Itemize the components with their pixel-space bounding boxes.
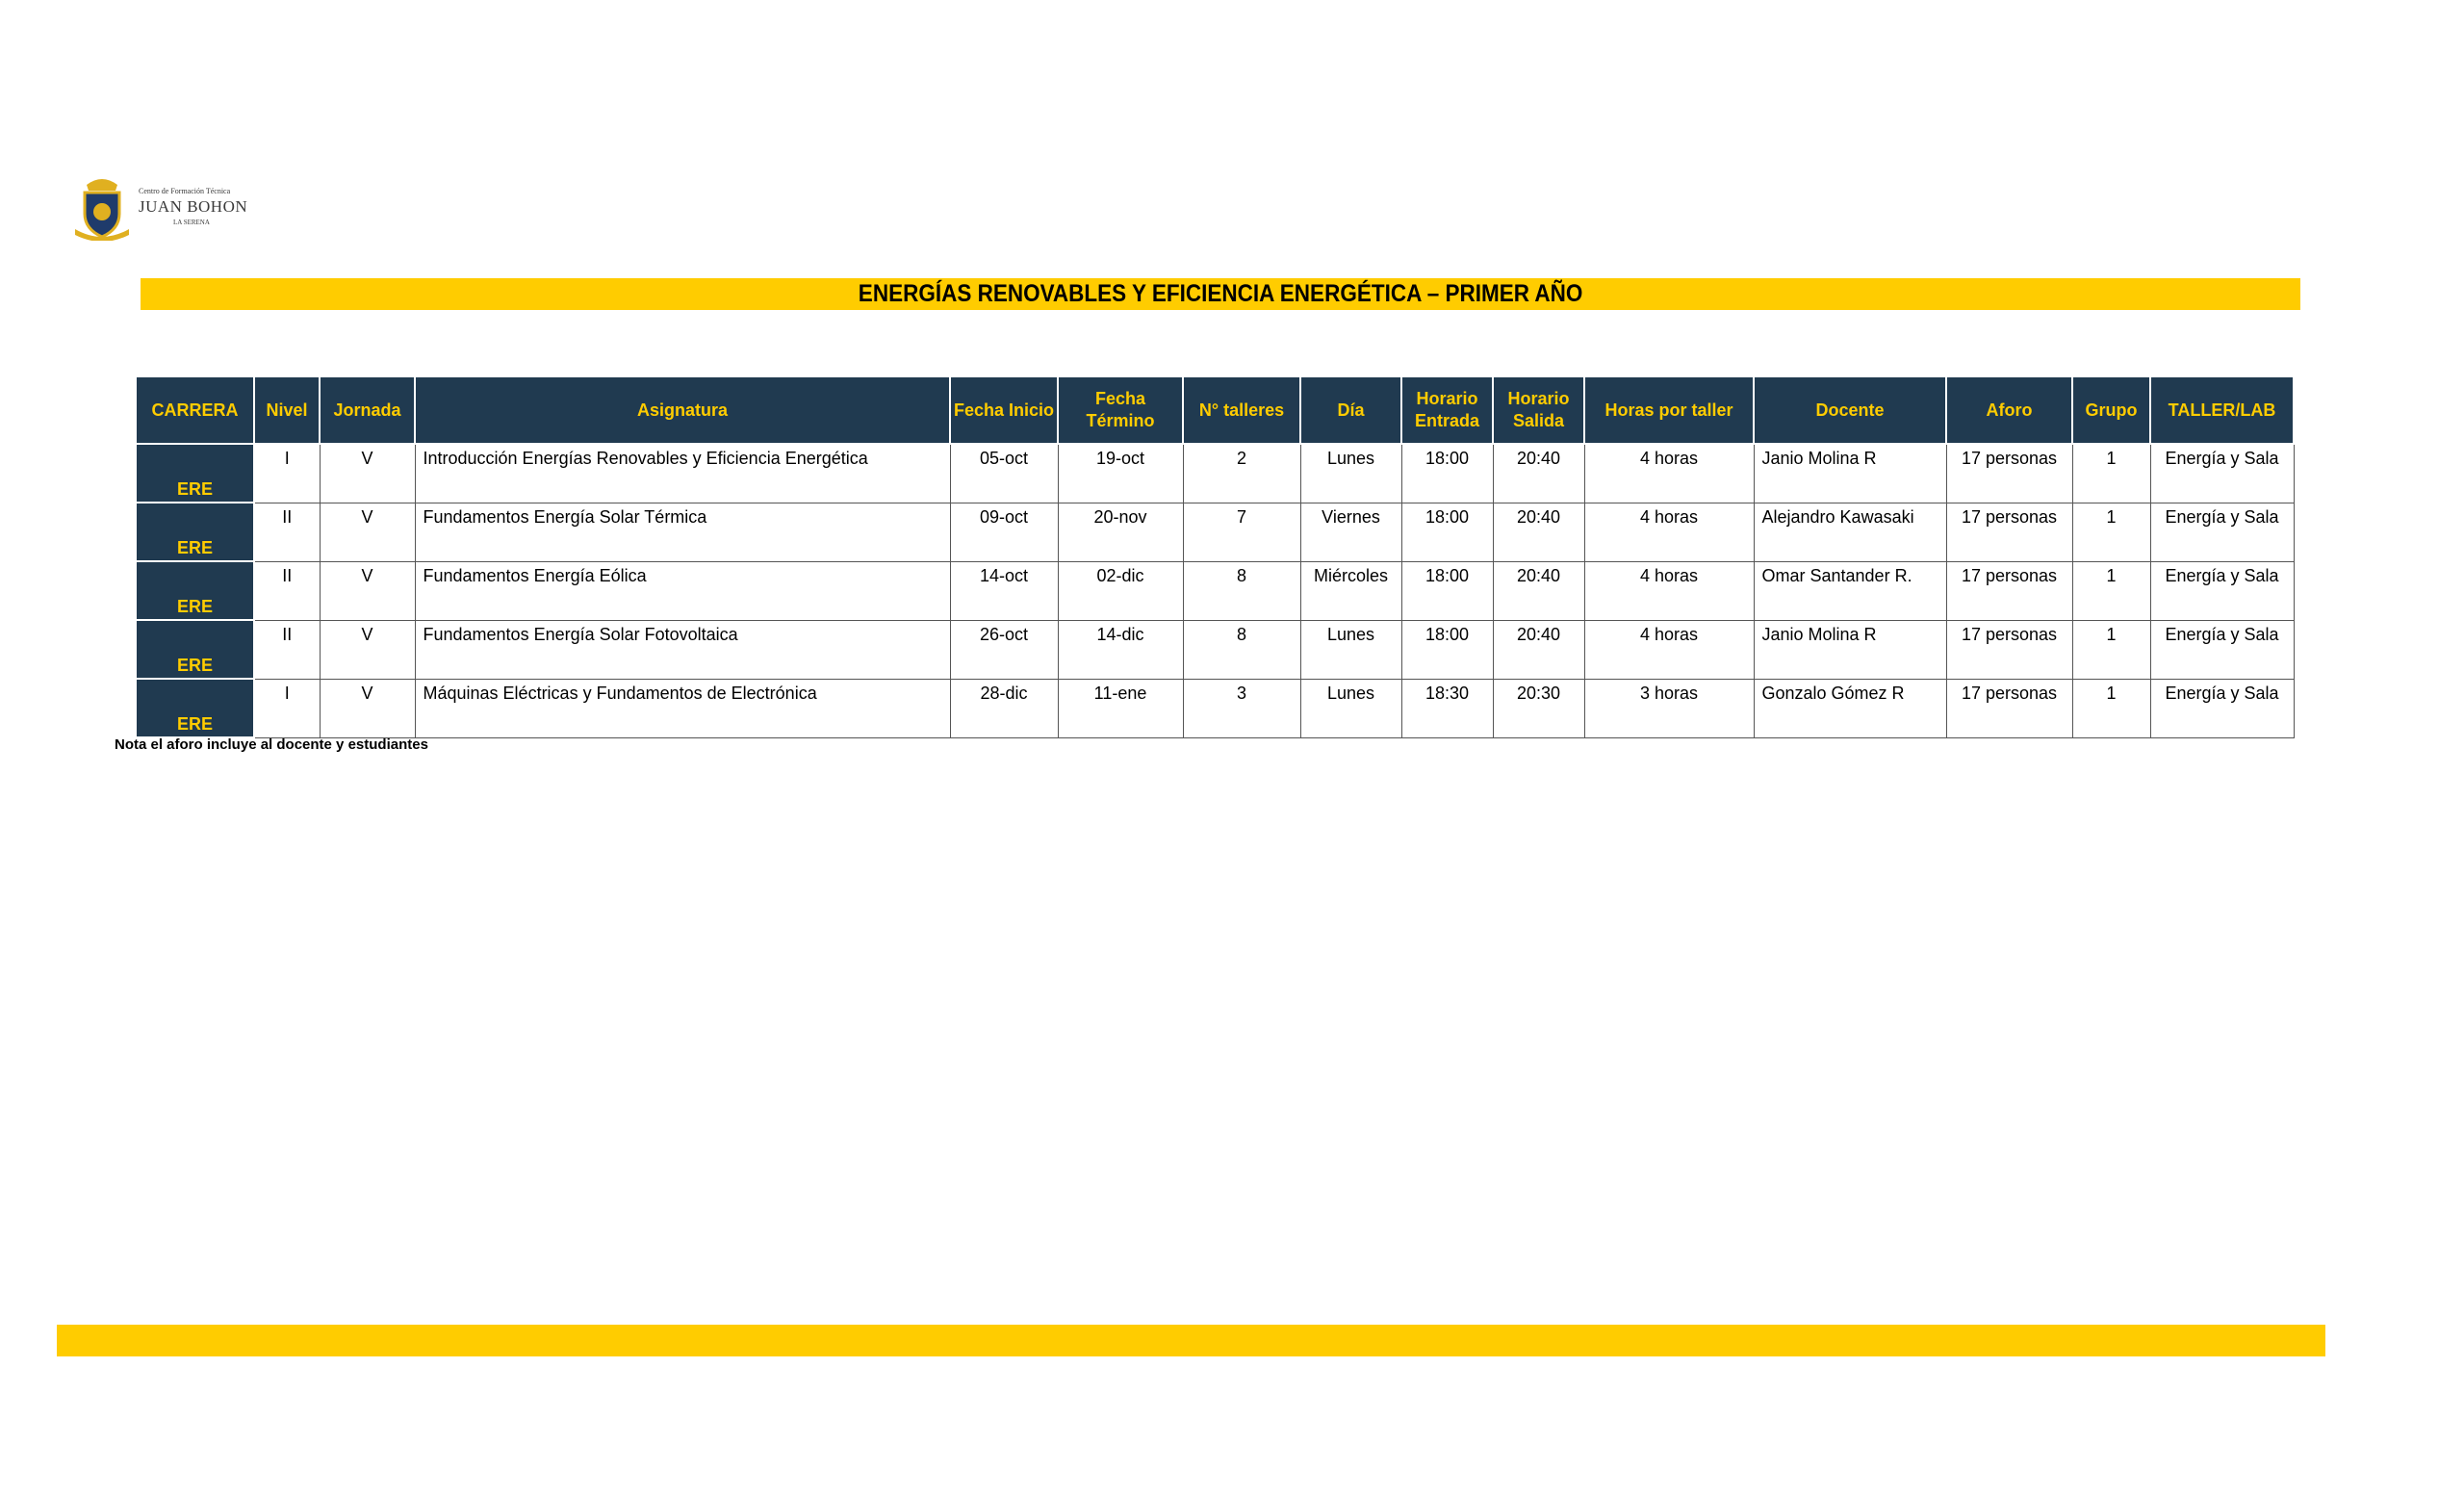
cell-talleres: 3 <box>1183 679 1300 737</box>
cell-carrera: ERE <box>136 503 254 561</box>
cell-asignatura: Fundamentos Energía Eólica <box>415 561 950 620</box>
cell-salida: 20:40 <box>1493 503 1584 561</box>
cell-dia: Lunes <box>1300 620 1401 679</box>
cell-docente: Gonzalo Gómez R <box>1754 679 1946 737</box>
header-fecha-inicio: Fecha Inicio <box>950 376 1058 444</box>
cell-nivel: II <box>254 561 320 620</box>
cell-aforo: 17 personas <box>1946 444 2072 503</box>
cell-taller: Energía y Sala <box>2150 679 2294 737</box>
cell-entrada: 18:30 <box>1401 679 1493 737</box>
cell-aforo: 17 personas <box>1946 561 2072 620</box>
cell-docente: Janio Molina R <box>1754 620 1946 679</box>
cell-termino: 11-ene <box>1058 679 1183 737</box>
cell-asignatura: Máquinas Eléctricas y Fundamentos de Electrónica <box>415 679 950 737</box>
cell-horas: 4 horas <box>1584 503 1754 561</box>
cell-carrera: ERE <box>136 444 254 503</box>
cell-taller: Energía y Sala <box>2150 620 2294 679</box>
cell-grupo: 1 <box>2072 620 2150 679</box>
header-horario-salida: Horario Salida <box>1493 376 1584 444</box>
cell-inicio: 05-oct <box>950 444 1058 503</box>
cell-salida: 20:40 <box>1493 620 1584 679</box>
cell-aforo: 17 personas <box>1946 620 2072 679</box>
cell-inicio: 09-oct <box>950 503 1058 561</box>
cell-nivel: I <box>254 679 320 737</box>
cell-entrada: 18:00 <box>1401 620 1493 679</box>
cell-termino: 19-oct <box>1058 444 1183 503</box>
cell-horas: 3 horas <box>1584 679 1754 737</box>
header-carrera: CARRERA <box>136 376 254 444</box>
cell-taller: Energía y Sala <box>2150 444 2294 503</box>
table-row <box>136 679 2294 737</box>
page-title: ENERGÍAS RENOVABLES Y EFICIENCIA ENERGÉTICA – PRIMER AÑO <box>858 280 1583 307</box>
cell-entrada: 18:00 <box>1401 561 1493 620</box>
header-horario-entrada: Horario Entrada <box>1401 376 1493 444</box>
cell-nivel: II <box>254 503 320 561</box>
cell-jornada: V <box>320 561 415 620</box>
header-jornada: Jornada <box>320 376 415 444</box>
cell-taller: Energía y Sala <box>2150 503 2294 561</box>
cell-jornada: V <box>320 503 415 561</box>
header-taller: TALLER/LAB <box>2150 376 2294 444</box>
logo-city: LA SERENA <box>173 219 210 226</box>
header-horas: Horas por taller <box>1584 376 1754 444</box>
cell-grupo: 1 <box>2072 561 2150 620</box>
header-aforo: Aforo <box>1946 376 2072 444</box>
table-row <box>136 444 2294 503</box>
cell-aforo: 17 personas <box>1946 679 2072 737</box>
institution-logo <box>71 171 254 241</box>
table-row <box>136 561 2294 620</box>
cell-aforo: 17 personas <box>1946 503 2072 561</box>
logo-name: JUAN BOHON <box>139 197 248 216</box>
header-fecha-termino: Fecha Término <box>1058 376 1183 444</box>
cell-salida: 20:40 <box>1493 444 1584 503</box>
header-docente: Docente <box>1754 376 1946 444</box>
header-asignatura: Asignatura <box>415 376 950 444</box>
cell-docente: Janio Molina R <box>1754 444 1946 503</box>
cell-carrera: ERE <box>136 620 254 679</box>
cell-asignatura: Fundamentos Energía Solar Fotovoltaica <box>415 620 950 679</box>
cell-inicio: 26-oct <box>950 620 1058 679</box>
cell-termino: 14-dic <box>1058 620 1183 679</box>
cell-horas: 4 horas <box>1584 561 1754 620</box>
cell-horas: 4 horas <box>1584 444 1754 503</box>
logo-subtitle: Centro de Formación Técnica <box>139 187 231 195</box>
cell-inicio: 28-dic <box>950 679 1058 737</box>
cell-docente: Omar Santander R. <box>1754 561 1946 620</box>
cell-taller: Energía y Sala <box>2150 561 2294 620</box>
cell-nivel: II <box>254 620 320 679</box>
header-talleres: N° talleres <box>1183 376 1300 444</box>
cell-grupo: 1 <box>2072 503 2150 561</box>
schedule-table <box>135 375 2295 738</box>
cell-termino: 20-nov <box>1058 503 1183 561</box>
cell-dia: Viernes <box>1300 503 1401 561</box>
cell-horas: 4 horas <box>1584 620 1754 679</box>
footnote: Nota el aforo incluye al docente y estudiantes <box>115 736 428 753</box>
cell-carrera: ERE <box>136 679 254 737</box>
cell-salida: 20:30 <box>1493 679 1584 737</box>
header-nivel: Nivel <box>254 376 320 444</box>
cell-asignatura: Introducción Energías Renovables y Eficiencia Energética <box>415 444 950 503</box>
cell-salida: 20:40 <box>1493 561 1584 620</box>
cell-termino: 02-dic <box>1058 561 1183 620</box>
table-row <box>136 503 2294 561</box>
table-row <box>136 620 2294 679</box>
cell-dia: Lunes <box>1300 444 1401 503</box>
cell-grupo: 1 <box>2072 444 2150 503</box>
table-header-row <box>136 376 2294 444</box>
crest-icon <box>71 171 133 241</box>
cell-talleres: 8 <box>1183 561 1300 620</box>
cell-carrera: ERE <box>136 561 254 620</box>
cell-inicio: 14-oct <box>950 561 1058 620</box>
cell-grupo: 1 <box>2072 679 2150 737</box>
header-dia: Día <box>1300 376 1401 444</box>
cell-docente: Alejandro Kawasaki <box>1754 503 1946 561</box>
cell-talleres: 8 <box>1183 620 1300 679</box>
cell-asignatura: Fundamentos Energía Solar Térmica <box>415 503 950 561</box>
header-grupo: Grupo <box>2072 376 2150 444</box>
footer-bar <box>57 1325 2325 1356</box>
cell-jornada: V <box>320 679 415 737</box>
cell-nivel: I <box>254 444 320 503</box>
cell-entrada: 18:00 <box>1401 503 1493 561</box>
cell-talleres: 2 <box>1183 444 1300 503</box>
cell-entrada: 18:00 <box>1401 444 1493 503</box>
cell-dia: Miércoles <box>1300 561 1401 620</box>
cell-jornada: V <box>320 444 415 503</box>
cell-jornada: V <box>320 620 415 679</box>
cell-dia: Lunes <box>1300 679 1401 737</box>
title-banner <box>141 278 2300 310</box>
cell-talleres: 7 <box>1183 503 1300 561</box>
